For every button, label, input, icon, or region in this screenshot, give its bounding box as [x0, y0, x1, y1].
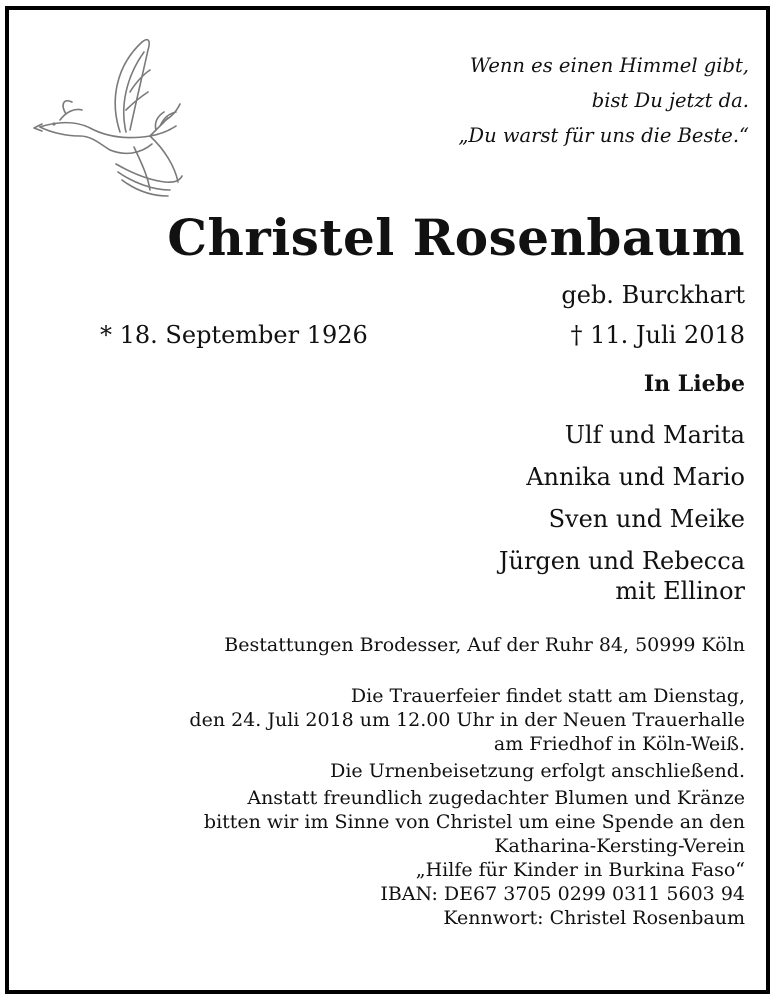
deceased-name: Christel Rosenbaum [167, 208, 745, 267]
mourner-entry: Annika und Mario [526, 463, 745, 491]
funeral-notice [189, 684, 745, 930]
poem-line: „Du warst für uns die Beste.“ [458, 124, 749, 147]
donation-line: „Hilfe für Kinder in Burkina Faso“ [415, 859, 745, 881]
poem-line: Wenn es einen Himmel gibt, [469, 54, 749, 77]
mourners-list [499, 421, 745, 605]
donation-line: Katharina-Kersting-Verein [494, 835, 745, 857]
service-line: den 24. Juli 2018 um 12.00 Uhr in der Neuen Trauerhalle [189, 709, 745, 731]
keyword-line: Kennwort: Christel Rosenbaum [443, 907, 745, 929]
undertaker-address: Bestattungen Brodesser, Auf der Ruhr 84, 50999 Köln [224, 634, 745, 656]
dove-eye [52, 122, 55, 125]
poem-line: bist Du jetzt da. [591, 89, 749, 112]
iban-line: IBAN: DE67 3705 0299 0311 5603 94 [380, 883, 745, 905]
mourner-entry: Ulf und Marita [564, 421, 745, 449]
dove-icon [30, 32, 195, 202]
service-line: Die Urnenbeisetzung erfolgt anschließend. [330, 760, 745, 782]
birth-date: * 18. September 1926 [100, 321, 368, 349]
donation-line: Anstatt freundlich zugedachter Blumen und Kränze [247, 787, 745, 809]
service-line: Die Trauerfeier findet statt am Dienstag, [350, 685, 745, 707]
mourner-entry: Sven und Meike [548, 505, 745, 533]
mourners-heading: In Liebe [643, 371, 745, 397]
mourner-entry: mit Ellinor [615, 577, 745, 605]
mourner-entry: Jürgen und Rebecca [498, 547, 745, 575]
poem [458, 48, 749, 153]
maiden-name: geb. Burckhart [561, 281, 745, 309]
service-line: am Friedhof in Köln-Weiß. [493, 733, 745, 755]
death-date: † 11. Juli 2018 [570, 321, 745, 349]
donation-line: bitten wir im Sinne von Christel um eine Spende an den [203, 811, 745, 833]
